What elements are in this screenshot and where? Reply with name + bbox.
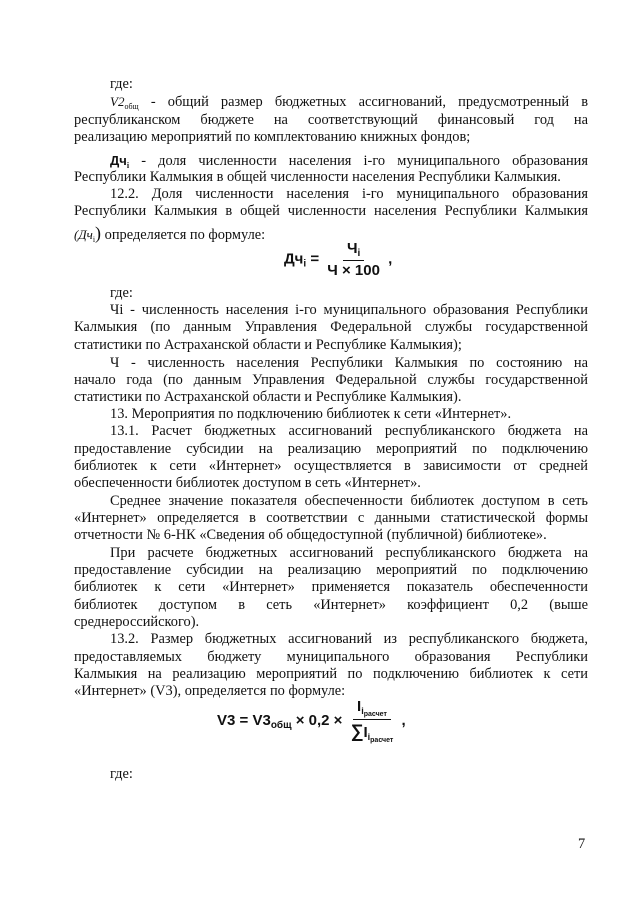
v2-symbol: V2 [110,94,125,109]
dch-paren-open: $(Дч_i)$ [74,223,102,244]
where-label-2: где: [110,285,133,301]
formula-v3: $V3 = V3_{общ} \times 0,2$ × $\frac{I_{iрасчет}}{\sum I_{iрасчет}}$ , [217,698,406,744]
def-chi-line2: Калмыкия (по данным Управления Федеральной службы государственной [74,319,588,335]
def-v2-line3: реализацию мероприятий по комплектованию книжных фондов; [74,129,471,145]
def-ch-line2: начало года (по данным Управления Федеральной службы государственной [74,372,588,388]
def-chi-line3: статистики по Астраханской области и Республике Калмыкия); [74,337,462,353]
section-13-heading: 13. Мероприятия по подключению библиотек к сети «Интернет». [110,406,512,422]
p-calc-line5: среднероссийского). [74,614,200,630]
where-label-3: где: [110,766,133,782]
def-v2-text1: - общий размер бюджетных ассигнований, предусмотренный в [150,94,588,110]
p-avg-line2: «Интернет» определяется в соответствии с данными статистической формы [74,510,588,526]
p13-2-line4: «Интернет» (V3), определяется по формуле: [74,683,346,699]
def-ch-line1: Ч - численность населения Республики Калмыкия по состоянию на [110,355,588,371]
p13-2-line1: 13.2. Размер бюджетных ассигнований из республиканского бюджета, [110,631,588,647]
p-avg-line1: Среднее значение показателя обеспеченности библиотек доступом в сеть [110,493,588,509]
p-calc-line4: библиотек доступом в сеть «Интернет» коэффициент 0,2 (выше [74,597,588,613]
v2-symbol-sub: общ [124,102,139,111]
p12-2-line1: 12.2. Доля численности населения i-го муниципального образования [110,186,588,202]
def-chi-line1: Чi - численность населения i-го муниципального образования Республики [110,302,588,318]
p13-1-line4: обеспеченности библиотек доступом в сеть «Интернет». [74,475,421,491]
where-label: где: [110,76,133,92]
def-v2-line2: республиканском бюджете на соответствующий финансовый год на [74,112,588,128]
dch-symbol-sub: i [126,161,130,170]
formula-share: $Дч_i$ = $\frac{Ч_i}{Ч \times 100}$ , [284,240,393,279]
formula-share-fraction: $\frac{Ч_i}{Ч \times 100}$ [327,240,380,279]
p13-2-line3: Калмыкия на реализацию мероприятий по подключению библиотек к сети [74,666,588,682]
formula-v3-fraction: $\frac{I_{iрасчет}}{\sum I_{iрасчет}}$ [350,698,394,744]
def-ch-line3: статистики по Астраханской области и Республике Калмыкия). [74,389,462,405]
p12-2-text3: определяется по формуле: [104,227,266,243]
page-number: 7 [578,836,586,852]
p13-1-line1: 13.1. Расчет бюджетных ассигнований республиканского бюджета на [110,423,588,439]
p-calc-line2: предоставление субсидии на реализацию мероприятий по подключению [74,562,588,578]
p13-1-line2: предоставление субсидии на реализацию мероприятий по подключению [74,441,588,457]
dch-symbol: Дч [110,153,127,168]
def-dch-text1: - доля численности населения i-го муниципального образования [141,153,588,169]
p-calc-line3: библиотек к сети «Интернет» применяется показатель обеспеченности [74,579,588,595]
p13-1-line3: библиотек к сети «Интернет» осуществляется в зависимости от средней [74,458,588,474]
def-dch-line2: Республики Калмыкия в общей численности населения Республики Калмыкия. [74,169,561,185]
p-calc-line1: При расчете бюджетных ассигнований республиканского бюджета на [110,545,588,561]
p-avg-line3: отчетности № 6-НК «Сведения об общедоступной (публичной) библиотеке». [74,527,547,543]
p12-2-line2: Республики Калмыкия в общей численности населения Республики Калмыкия [74,203,588,219]
p13-2-line2: предоставляемых бюджету муниципального образования Республики [74,649,588,665]
